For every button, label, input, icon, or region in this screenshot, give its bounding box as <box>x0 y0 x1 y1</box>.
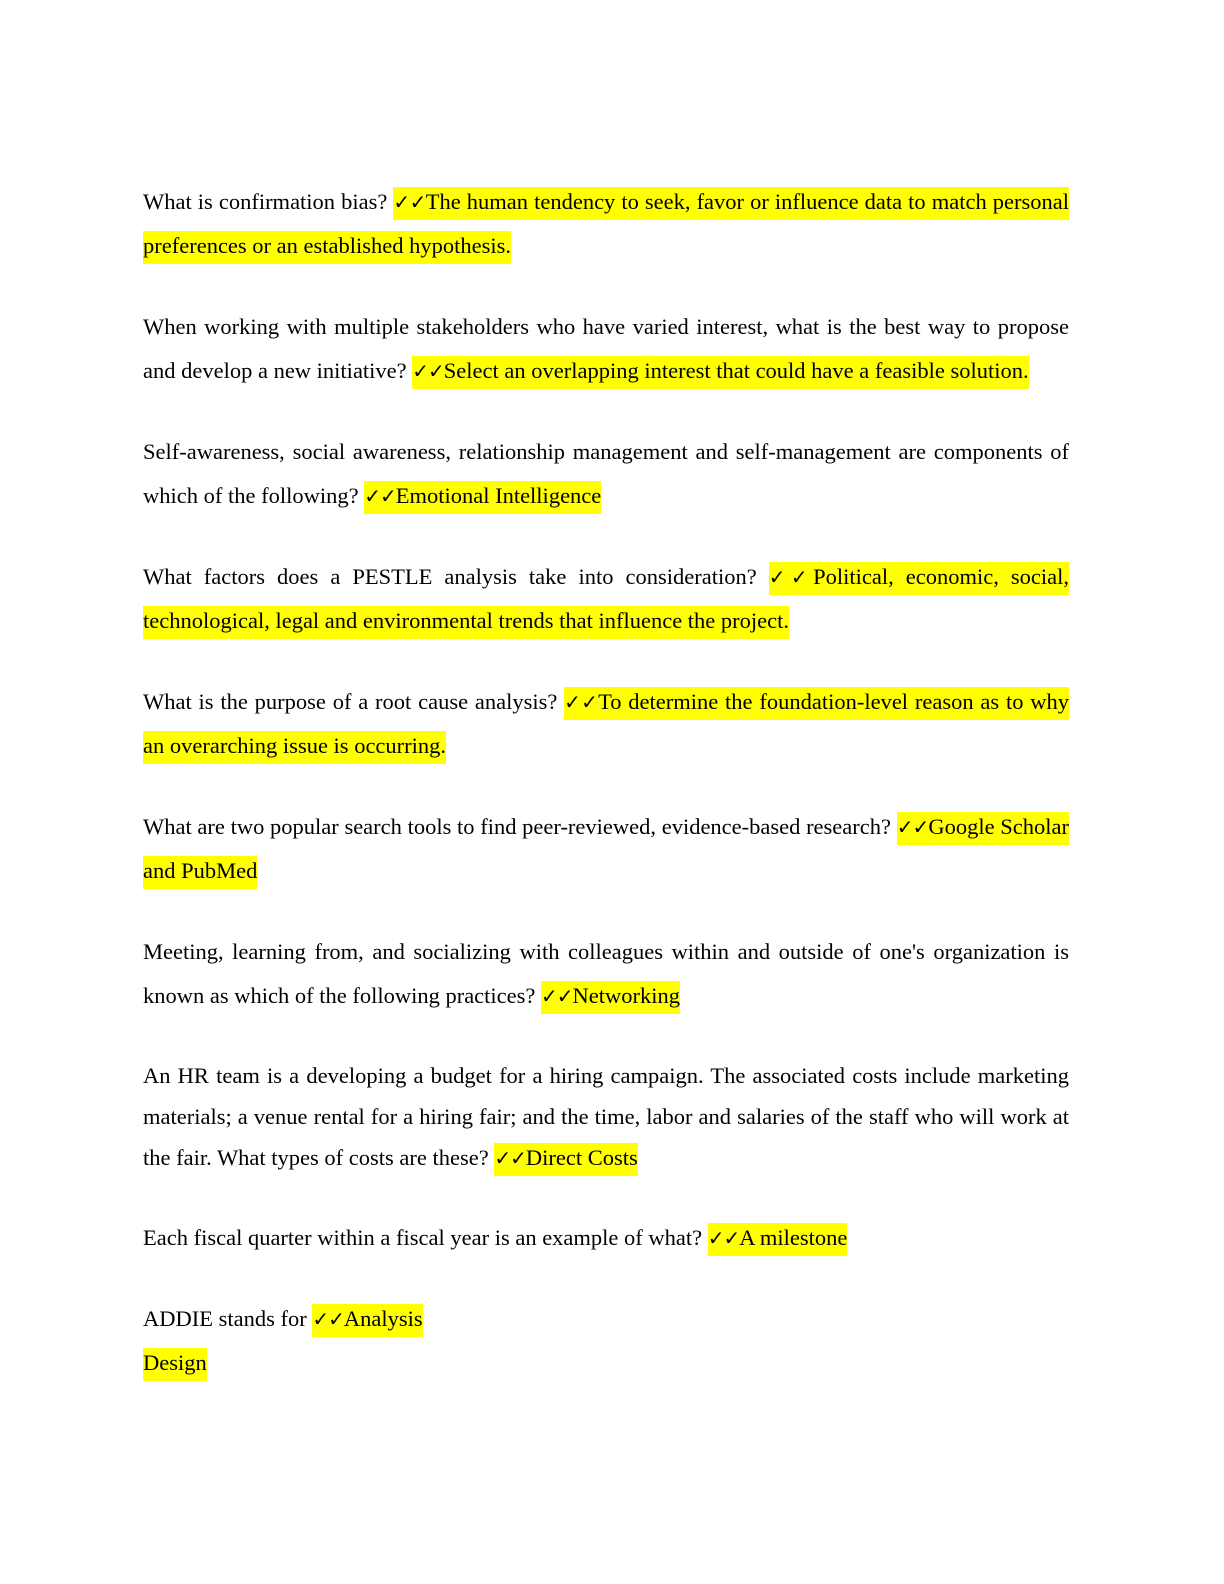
double-check-icon: ✓✓ <box>564 690 599 714</box>
double-check-icon: ✓✓ <box>494 1146 526 1170</box>
double-check-icon: ✓✓ <box>768 565 814 589</box>
double-check-icon: ✓✓ <box>364 484 396 508</box>
answer-highlight <box>143 1348 207 1381</box>
question-text: What are two popular search tools to find peer-reviewed, evidence-based research? <box>143 814 897 839</box>
answer-highlight <box>364 481 601 514</box>
double-check-icon: ✓✓ <box>707 1226 740 1250</box>
answer-text: Direct Costs <box>525 1145 638 1170</box>
answer-text: The human tendency to seek, favor or influence data to match personal preferences or an established hypothesis. <box>143 189 1069 258</box>
double-check-icon: ✓✓ <box>541 984 573 1008</box>
document-page <box>143 180 1069 1385</box>
qa-item-1 <box>143 180 1069 268</box>
question-text: ADDIE stands for <box>143 1306 313 1331</box>
qa-item-8 <box>143 1055 1069 1179</box>
qa-item-2 <box>143 305 1069 393</box>
answer-continuation-text: Design <box>143 1350 207 1375</box>
question-text: What is confirmation bias? <box>143 189 394 214</box>
answer-highlight <box>494 1143 637 1176</box>
answer-text: A milestone <box>739 1225 848 1250</box>
qa-item-4 <box>143 555 1069 643</box>
answer-text: Networking <box>572 983 681 1008</box>
answer-text: Political, economic, social, technological, legal and environmental trends that influence the project. <box>143 564 1070 633</box>
answer-continuation-line <box>143 1341 1069 1385</box>
qa-item-6 <box>143 805 1069 893</box>
answer-highlight <box>708 1223 848 1256</box>
answer-text: Google Scholar and PubMed <box>143 814 1070 883</box>
qa-item-3 <box>143 430 1069 518</box>
question-text: Each fiscal quarter within a fiscal year is an example of what? <box>143 1225 708 1250</box>
double-check-icon: ✓✓ <box>312 1307 344 1331</box>
answer-text: Analysis <box>343 1306 423 1331</box>
answer-highlight <box>312 1304 422 1337</box>
question-text: What is the purpose of a root cause analysis? <box>143 689 565 714</box>
question-text: Meeting, learning from, and socializing with colleagues within and outside of one's organization is known as which of the following practices? <box>143 939 1069 1008</box>
double-check-icon: ✓✓ <box>896 815 929 839</box>
answer-highlight <box>412 356 1028 389</box>
question-text: What factors does a PESTLE analysis take into consideration? <box>143 564 769 589</box>
qa-item-10 <box>143 1297 1069 1385</box>
answer-text: To determine the foundation-level reason as to why an overarching issue is occurring. <box>143 689 1070 758</box>
qa-item-5 <box>143 680 1069 768</box>
double-check-icon: ✓✓ <box>412 359 444 383</box>
answer-text: Emotional Intelligence <box>395 483 602 508</box>
question-text: Self-awareness, social awareness, relationship management and self-management are components of which of the following? <box>143 439 1069 508</box>
answer-highlight <box>541 981 680 1014</box>
qa-item-9 <box>143 1216 1069 1260</box>
answer-text: Select an overlapping interest that could have a feasible solution. <box>443 358 1029 383</box>
double-check-icon: ✓✓ <box>393 190 426 214</box>
question-text: An HR team is a developing a budget for a hiring campaign. The associated costs include marketing materials; a venue rental for a hiring fair; and the time, labor and salaries of the staff who will work at the fair. What types of costs are these? <box>143 1063 1069 1170</box>
qa-item-7 <box>143 930 1069 1018</box>
question-text: When working with multiple stakeholders who have varied interest, what is the best way to propose and develop a new initiative? <box>143 314 1069 383</box>
